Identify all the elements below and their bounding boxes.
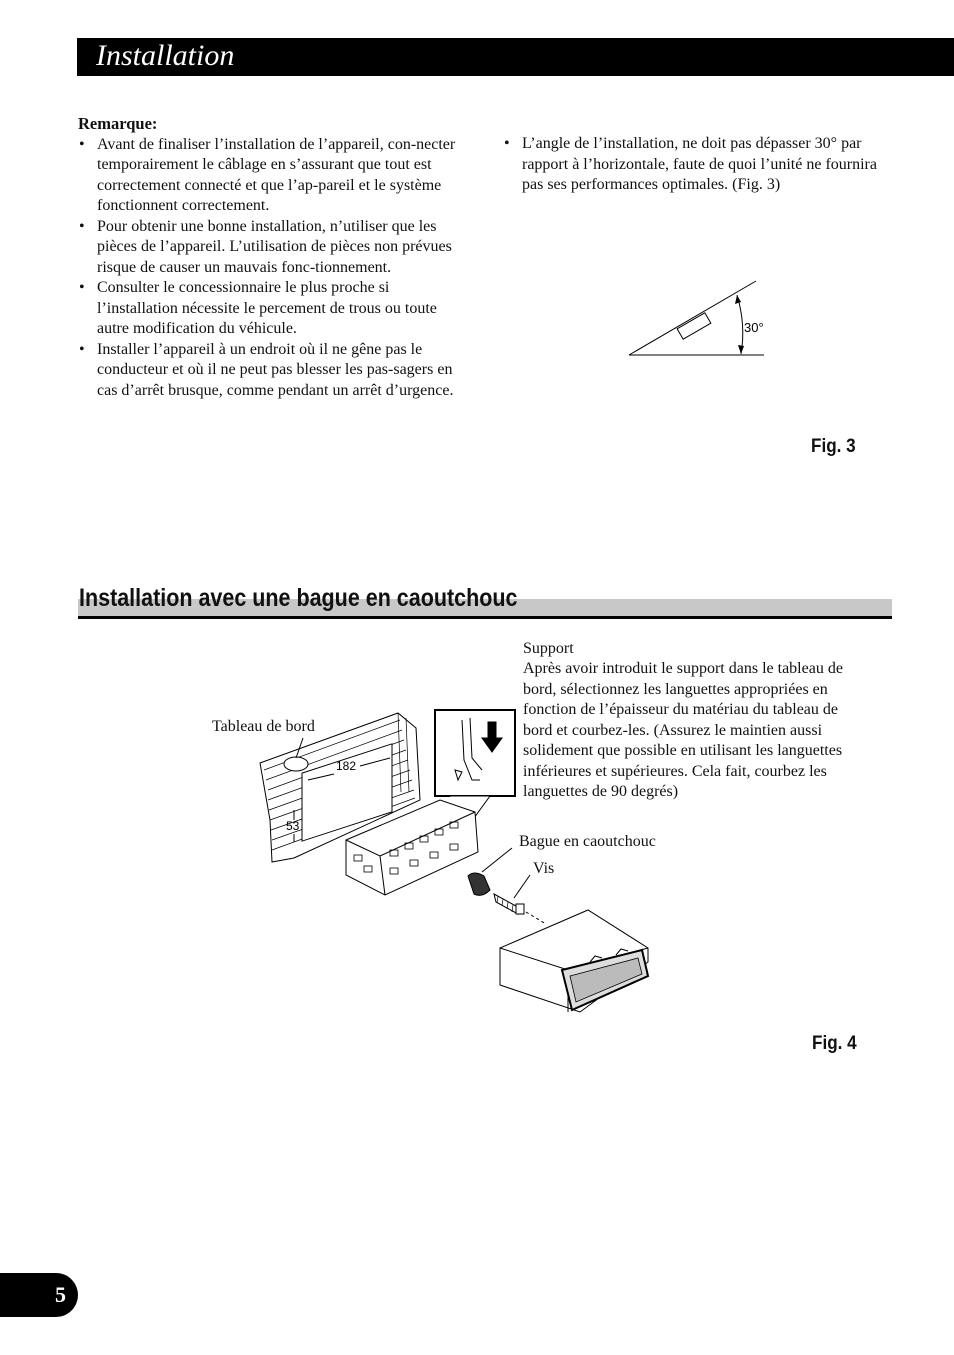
page-title: Installation — [96, 39, 235, 72]
page-number: 5 — [55, 1282, 66, 1307]
rubber-bush-label: Bague en caoutchouc — [519, 833, 656, 850]
remark-item: • Pour obtenir une bonne installation, n’utiliser que les pièces de l’appareil. L’utilisation de pièces non prévues risque de causer un mauvais fonc-tionnement. — [78, 217, 463, 279]
angle-note-column — [503, 134, 888, 196]
page-number-tab — [0, 1273, 78, 1317]
fig4-installation-illustration — [250, 700, 660, 1020]
remark-item: • Consulter le concessionnaire le plus proche si l’installation nécessite le percement de trous ou toute autre modification du véhicule. — [78, 278, 463, 340]
dim-height-label: 53 — [286, 819, 300, 833]
support-title: Support — [523, 640, 574, 657]
remarks-label: Remarque: — [78, 114, 158, 133]
fig3-angle-label: 30° — [744, 320, 764, 335]
remarks-column — [78, 114, 463, 401]
section-heading: Installation avec une bague en caoutchouc — [79, 584, 518, 612]
fig3-caption: Fig. 3 — [811, 436, 856, 457]
fig3-angle-diagram — [620, 275, 790, 365]
angle-note: • L’angle de l’installation, ne doit pas dépasser 30° par rapport à l’horizontale, faute de quoi l’unité ne fournira pas ses performances optimales. (Fig. 3) — [503, 134, 888, 196]
fig4-caption: Fig. 4 — [812, 1033, 857, 1054]
dim-width-label: 182 — [336, 759, 357, 773]
remark-item: • Installer l’appareil à un endroit où il ne gêne pas le conducteur et où il ne peut pas blesser les pas-sagers en cas d’arrêt brusque, comme pendant un arrêt d’urgence. — [78, 340, 463, 402]
support-description: Après avoir introduit le support dans le tableau de bord, sélectionnez les languettes appropriées en fonction de l’épaisseur du matériau du tableau de bord et courbez-les. (Assurez le maintien aussi solidement que possible en utilisant les languettes inférieures et supérieures. Cela fait, courbez les languettes de 90 degrés) — [523, 660, 843, 800]
screw-label: Vis — [533, 860, 555, 877]
page-header — [77, 38, 954, 76]
remarks-list — [78, 135, 463, 402]
remark-item: • Avant de finaliser l’installation de l’appareil, con-necter temporairement le câblage en s’assurant que tout est correctement connecté et que l’ap-pareil et le système fonctionnent correctement. — [78, 135, 463, 217]
dashboard-label: Tableau de bord — [212, 718, 315, 735]
